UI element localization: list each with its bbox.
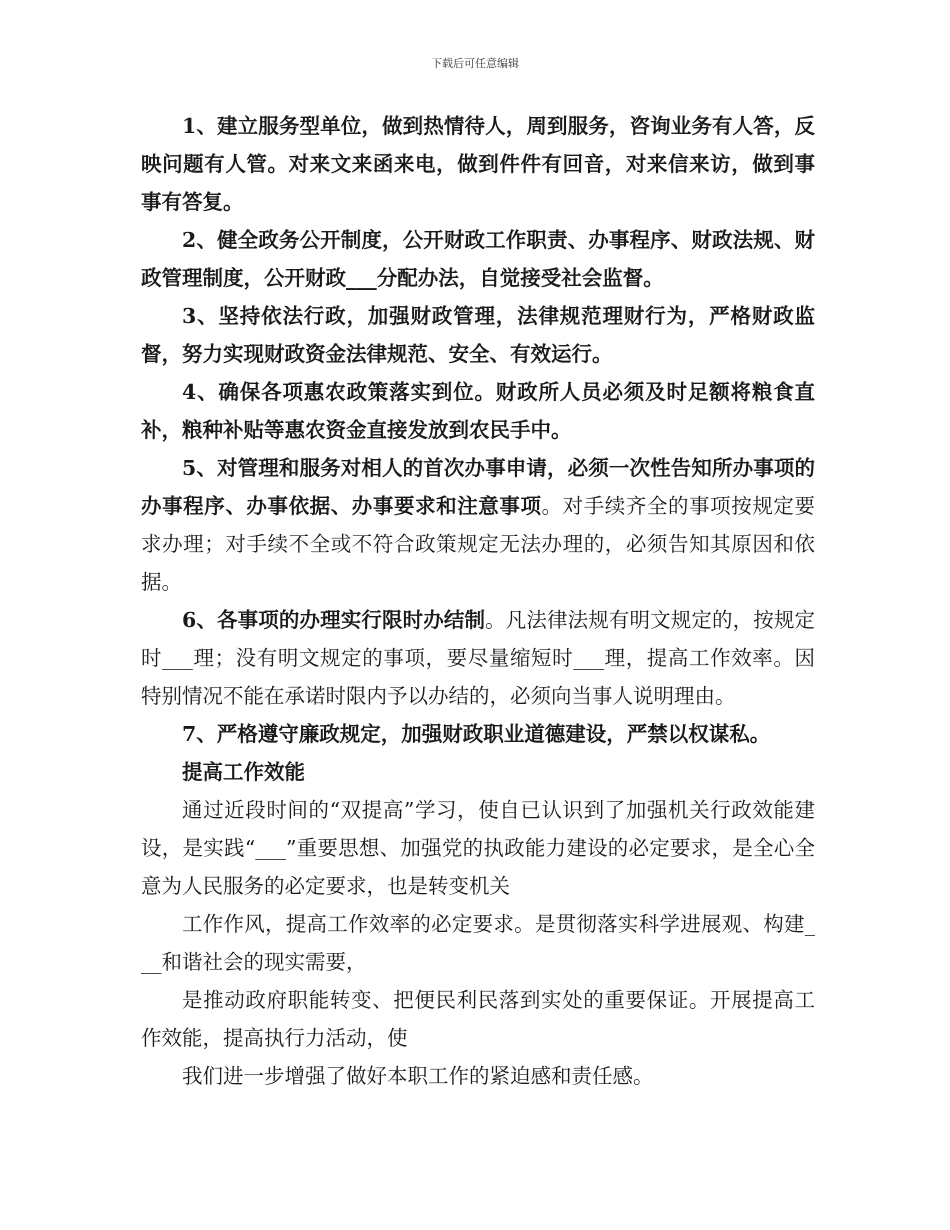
paragraph-1-bold: 1、建立服务型单位，做到热情待人，周到服务，咨询业务有人答，反映问题有人管。对来文来函来电，做到件件有回音，对来信来访，做到事事有答复。 [141,114,815,214]
paragraph-3-bold: 3、坚持依法行政，加强财政管理，法律规范理财行为，严格财政监督，努力实现财政资金法律规范、安全、有效运行。 [141,304,815,366]
paragraph-3 [141,297,815,373]
paragraph-2 [141,221,815,297]
section-heading-text: 提高工作效能 [182,760,305,784]
paragraph-8-text: 通过近段时间的“双提高”学习，使自已认识到了加强机关行政效能建设，是实践“___”重要思想、加强党的执政能力建设的必定要求，是全心全意为人民服务的必定要求，也是转变机关 [141,798,815,898]
paragraph-1 [141,107,815,221]
paragraph-6 [141,601,815,715]
paragraph-5-bold: 5、对管理和服务对相人的首次办事申请，必须一次性告知所办事项的办事程序、办事依据、办事要求和注意事项 [141,456,815,518]
paragraph-10-text: 是推动政府职能转变、把便民利民落到实处的重要保证。开展提高工作效能，提高执行力活动，使 [141,988,815,1050]
paragraph-8 [141,791,815,905]
paragraph-9-text: 工作作风，提高工作效率的必定要求。是贯彻落实科学进展观、构建___和谐社会的现实需要， [141,912,815,974]
page-header-note: 下载后可任意编辑 [431,57,519,70]
paragraph-2-bold: 2、健全政务公开制度，公开财政工作职责、办事程序、财政法规、财政管理制度，公开财政___分配办法，自觉接受社会监督。 [141,228,815,290]
paragraph-5-text: 。对手续齐全的事项按规定要求办理；对手续不全或不符合政策规定无法办理的，必须告知其原因和依据。 [141,494,815,594]
paragraph-6-text: 。凡法律法规有明文规定的，按规定时___理；没有明文规定的事项，要尽量缩短时___理，提高工作效率。因特别情况不能在承诺时限内予以办结的，必须向当事人说明理由。 [141,608,816,708]
paragraph-7 [141,715,815,753]
document-body [141,107,815,1095]
paragraph-9 [141,905,815,981]
paragraph-11-text: 我们进一步增强了做好本职工作的紧迫感和责任感。 [182,1064,654,1088]
paragraph-4-bold: 4、确保各项惠农政策落实到位。财政所人员必须及时足额将粮食直补，粮种补贴等惠农资金直接发放到农民手中。 [141,380,815,442]
section-heading [141,753,815,791]
paragraph-5 [141,449,815,601]
paragraph-6-bold: 6、各事项的办理实行限时办结制 [182,608,486,632]
paragraph-11 [141,1057,815,1095]
paragraph-10 [141,981,815,1057]
paragraph-4 [141,373,815,449]
paragraph-7-bold: 7、严格遵守廉政规定，加强财政职业道德建设，严禁以权谋私。 [182,722,771,746]
